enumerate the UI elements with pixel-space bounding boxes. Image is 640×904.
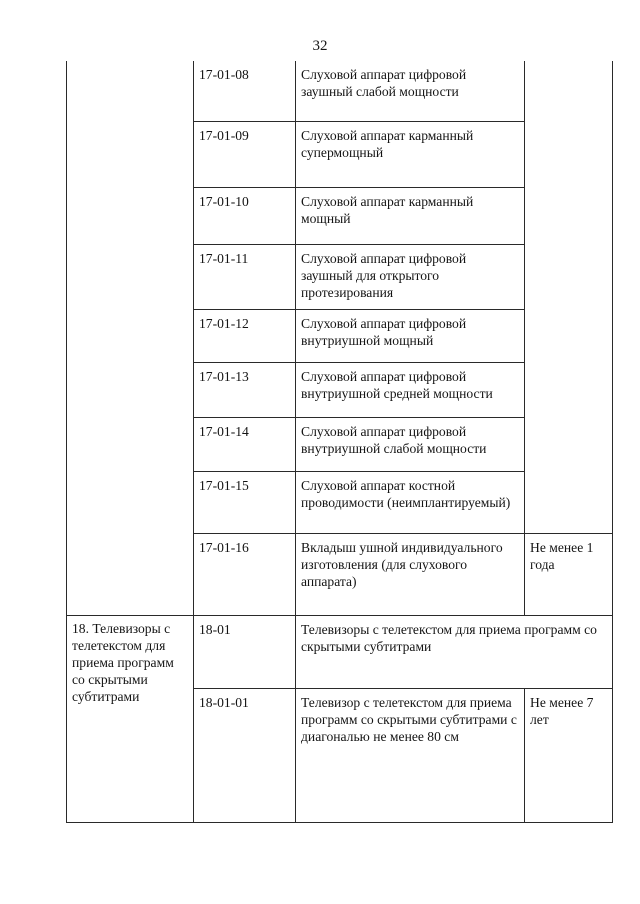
term-cell: Не менее 1 года — [525, 533, 613, 615]
group-code-cell: 18-01 — [194, 615, 296, 688]
code-cell: 17-01-15 — [194, 471, 296, 533]
term-cell: Не менее 7 лет — [525, 688, 613, 822]
name-cell: Слуховой аппарат костной проводимости (неимплантируемый) — [296, 471, 525, 533]
code-cell: 18-01-01 — [194, 688, 296, 822]
category-cell-empty — [67, 61, 194, 615]
name-cell: Слуховой аппарат цифровой заушный слабой мощности — [296, 61, 525, 121]
code-cell: 17-01-10 — [194, 187, 296, 244]
name-cell: Вкладыш ушной индивидуального изготовления (для слухового аппарата) — [296, 533, 525, 615]
name-cell: Телевизор с телетекстом для приема программ со скрытыми субтитрами с диагональю не менее 80 см — [296, 688, 525, 822]
code-cell: 17-01-14 — [194, 417, 296, 471]
name-cell: Слуховой аппарат цифровой внутриушной мощный — [296, 309, 525, 362]
term-cell-empty — [525, 61, 613, 533]
name-cell: Слуховой аппарат цифровой внутриушной средней мощности — [296, 362, 525, 417]
table-row — [67, 615, 613, 688]
group-name-cell: Телевизоры с телетекстом для приема программ со скрытыми субтитрами — [296, 615, 613, 688]
code-cell: 17-01-09 — [194, 121, 296, 187]
name-cell: Слуховой аппарат цифровой заушный для открытого протезирования — [296, 244, 525, 309]
name-cell: Слуховой аппарат карманный мощный — [296, 187, 525, 244]
category-cell: 18. Телевизоры с телетекстом для приема программ со скрытыми субтитрами — [67, 615, 194, 822]
name-cell: Слуховой аппарат цифровой внутриушной слабой мощности — [296, 417, 525, 471]
product-table — [66, 61, 613, 823]
code-cell: 17-01-08 — [194, 61, 296, 121]
code-cell: 17-01-13 — [194, 362, 296, 417]
page-number: 32 — [312, 38, 328, 54]
code-cell: 17-01-12 — [194, 309, 296, 362]
code-cell: 17-01-16 — [194, 533, 296, 615]
table-row — [67, 61, 613, 121]
code-cell: 17-01-11 — [194, 244, 296, 309]
name-cell: Слуховой аппарат карманный супермощный — [296, 121, 525, 187]
